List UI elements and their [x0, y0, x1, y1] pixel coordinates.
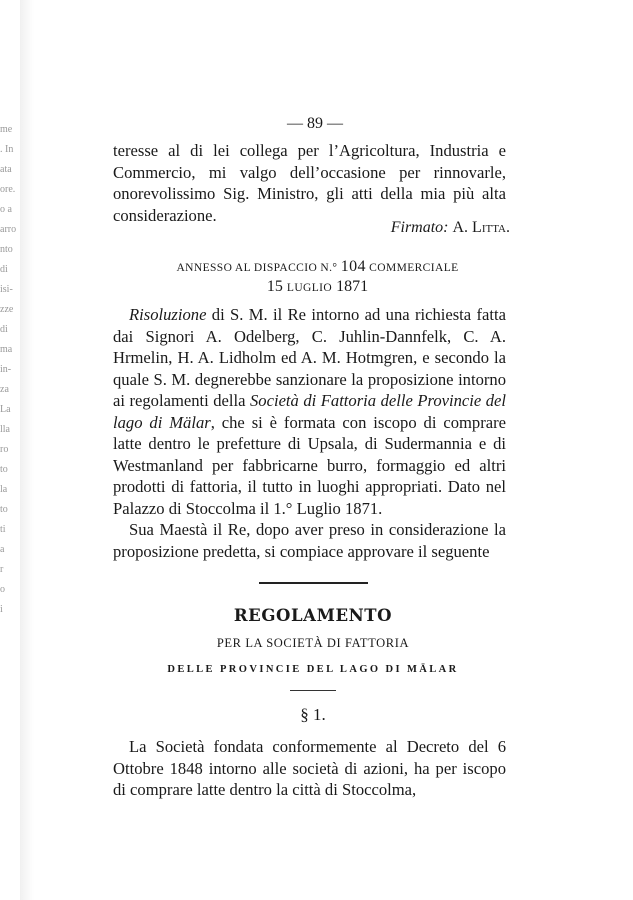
margin-fragment: o a	[0, 204, 12, 215]
annex-heading-suffix: COMMERCIALE	[365, 262, 459, 274]
margin-fragment: ma	[0, 344, 13, 355]
gutter-shadow	[20, 0, 34, 900]
signature	[330, 219, 510, 237]
regulation-subtitle-1: PER LA SOCIETÀ DI FATTORIA	[216, 636, 410, 650]
margin-fragment: in-	[0, 364, 12, 375]
margin-fragment: ro	[0, 444, 9, 455]
margin-fragment: ore.	[0, 184, 16, 195]
annex-heading-prefix: ANNESSO AL DISPACCIO N.°	[176, 262, 341, 274]
margin-fragment: di	[0, 264, 8, 275]
margin-fragment: a	[0, 544, 5, 555]
margin-fragment: to	[0, 504, 8, 515]
resolution-text	[113, 304, 506, 519]
margin-fragment: i	[0, 604, 3, 615]
resolution-text-a: di S. M. il Re intorno ad una richiesta fatta dai Signori A. Odelberg, C. Juhlin-Dannfelk, C. A. Hrmelin, H. A. Lidholm ed A. M. Hotmgren, e secondo la quale S. M. degnerebbe sanzionare la proposizione intorno ai regolamenti della	[113, 305, 506, 410]
margin-fragment: me	[0, 124, 13, 135]
regulation-title: REGOLAMENTO	[233, 606, 393, 625]
signature-name: A. Litta.	[452, 219, 510, 236]
section-paragraph	[113, 736, 506, 801]
annex-date-month: LUGLIO	[286, 282, 333, 294]
margin-fragment: la	[0, 484, 8, 495]
margin-fragment: nto	[0, 244, 13, 255]
annex-date-day: 15	[266, 278, 287, 295]
resolution-paragraph	[113, 304, 506, 519]
annex-heading	[150, 258, 485, 276]
short-divider	[290, 690, 336, 691]
margin-fragment: to	[0, 464, 8, 475]
margin-fragment: r	[0, 564, 4, 575]
approval-text: Sua Maestà il Re, dopo aver preso in considerazione la proposizione predetta, si compiace approvare il seguente	[113, 520, 506, 561]
margin-fragment: ata	[0, 164, 12, 175]
regulation-subtitle-2: DELLE PROVINCIE DEL LAGO DI MÄLAR	[167, 664, 459, 675]
section-text: La Società fondata conformemente al Decreto del 6 Ottobre 1848 intorno alle società di azioni, ha per iscopo di comprare latte dentro la città di Stoccolma,	[113, 737, 506, 799]
society-name: Società di Fattoria delle Provincie del lago di Mälar	[113, 391, 507, 432]
annex-date-year: 1871	[332, 278, 369, 295]
divider-rule	[259, 582, 368, 584]
facing-page-margin-fragments	[0, 120, 22, 620]
margin-fragment: isi-	[0, 284, 13, 295]
margin-fragment: lla	[0, 424, 10, 435]
resolution-text-b: , che si è formata con iscopo di comprare latte dentro le prefetture di Upsala, di Sudermannia e di Westmanland per fabbricarne burro, formaggio ed altri prodotti di fattoria, il tutto in luoghi appropriati. Dato nel Palazzo di Stoccolma il 1.° Luglio 1871.	[113, 412, 506, 518]
approval-paragraph	[113, 519, 506, 562]
margin-fragment: zze	[0, 304, 14, 315]
annex-date	[150, 278, 485, 296]
margin-fragment: o	[0, 584, 5, 595]
opening-paragraph	[113, 140, 506, 226]
signature-label: Firmato:	[390, 219, 449, 236]
section-number: § 1.	[300, 705, 326, 724]
page-number: — 89 —	[287, 115, 343, 132]
annex-dispatch-number: 104	[340, 258, 366, 275]
margin-fragment: za	[0, 384, 9, 395]
opening-paragraph-text: teresse al di lei collega per l’Agricoltura, Industria e Commercio, mi valgo dell’occasione per rinnovarle, onorevolissimo Sig. Ministro, gli atti della mia più alta considerazione.	[113, 141, 506, 225]
resolution-lead: Risoluzione	[129, 305, 207, 324]
margin-fragment: ti	[0, 524, 6, 535]
margin-fragment: arro	[0, 224, 17, 235]
margin-fragment: La	[0, 404, 11, 415]
margin-fragment: di	[0, 324, 8, 335]
margin-fragment: . In	[0, 144, 14, 155]
